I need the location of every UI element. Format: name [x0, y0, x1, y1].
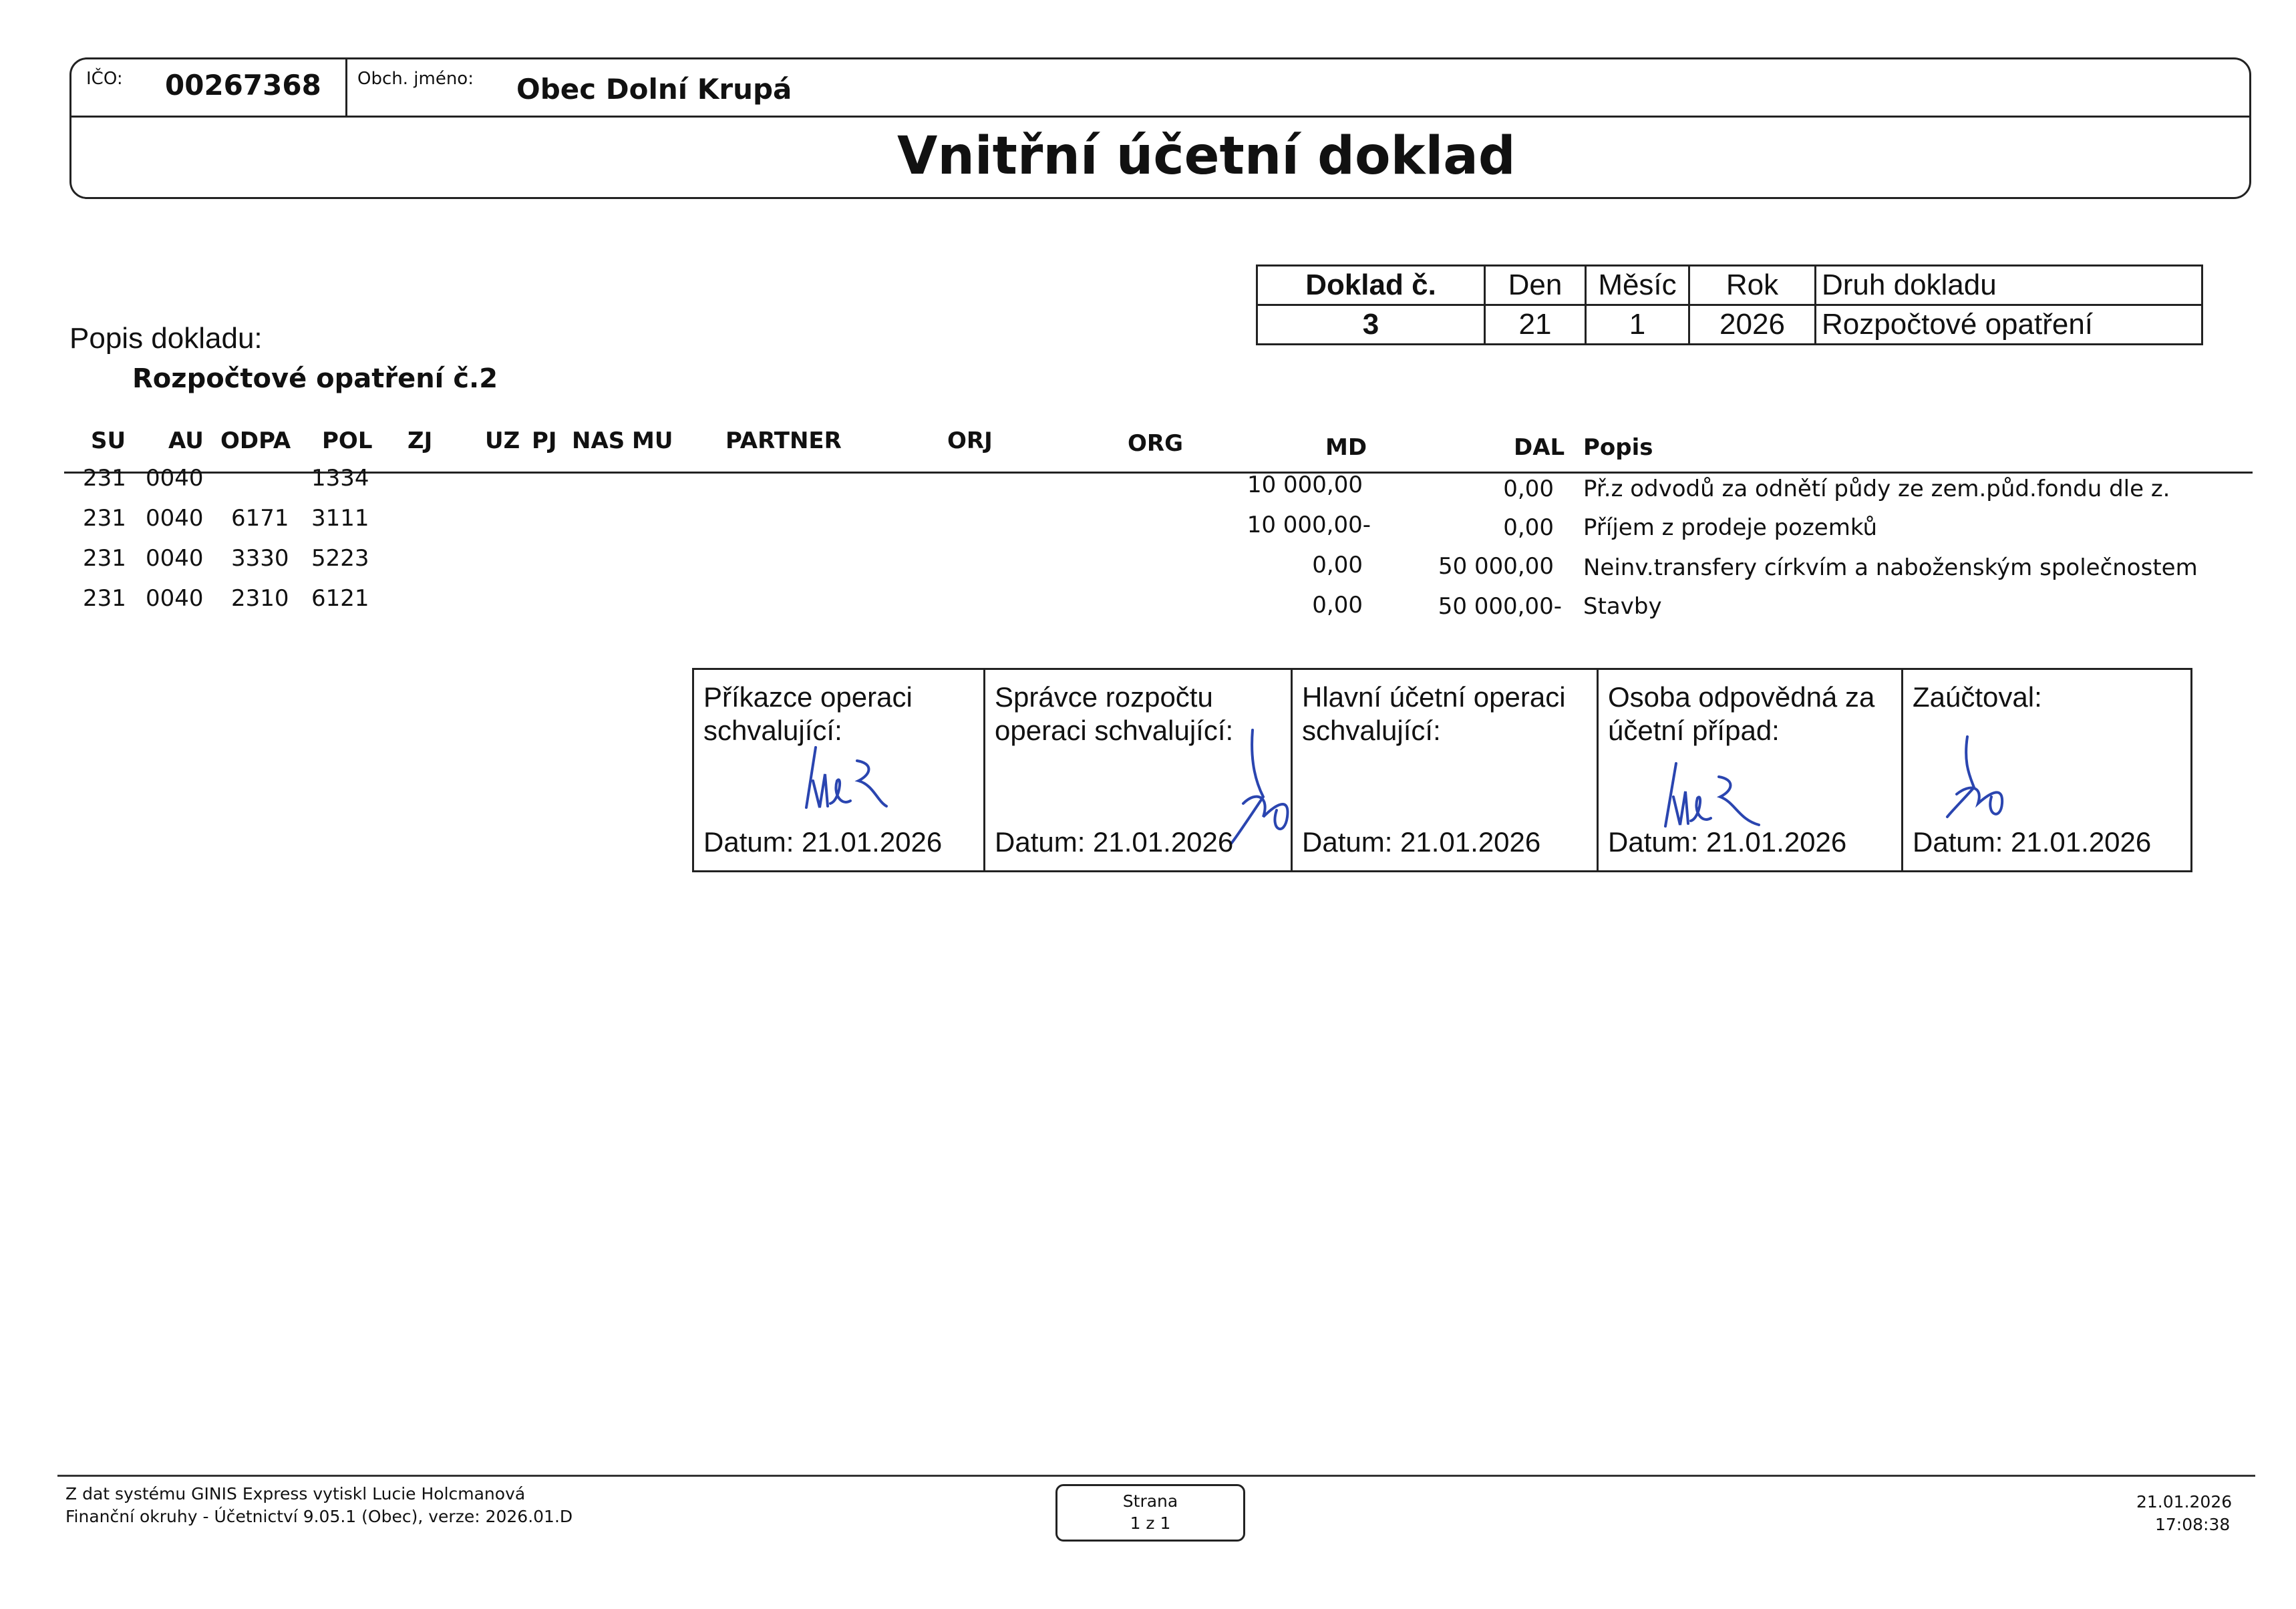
footer-rule	[57, 1475, 2255, 1477]
ico-value: 00267368	[165, 69, 321, 102]
signature-title-line1: Správce rozpočtu	[995, 681, 1213, 713]
signature-title-line1: Zaúčtoval:	[1913, 681, 2042, 713]
signature-title-line2: operaci schvalující:	[995, 715, 1234, 747]
signature-title	[1608, 681, 1874, 748]
cell-dal: 50 000,00-	[1438, 593, 1562, 620]
col-zj: ZJ	[407, 427, 433, 454]
cell-au: 0040	[146, 505, 204, 532]
cell-au: 0040	[146, 545, 204, 572]
cell-pol: 5223	[311, 545, 369, 572]
signature-date: Datum: 21.01.2026	[703, 826, 943, 858]
col-popis: Popis	[1583, 434, 1653, 461]
col-md: MD	[1325, 434, 1367, 461]
handwritten-signature-icon	[1223, 723, 1303, 850]
signature-title-line2: účetní případ:	[1608, 715, 1780, 747]
header-vertical-divider	[345, 59, 347, 116]
cell-odpa: 3330	[231, 545, 289, 572]
col-partner: PARTNER	[725, 427, 842, 454]
meta-doklad-header: Doklad č.	[1257, 266, 1485, 305]
cell-au: 0040	[146, 585, 204, 612]
signature-date: Datum: 21.01.2026	[1302, 826, 1541, 858]
cell-dal: 0,00	[1503, 476, 1554, 502]
footer-date: 21.01.2026	[2136, 1492, 2233, 1511]
col-org: ORG	[1128, 430, 1183, 457]
header-rule	[64, 472, 2253, 474]
document-title: Vnitřní účetní doklad	[897, 126, 1516, 186]
signature-date: Datum: 21.01.2026	[1913, 826, 2152, 858]
cell-dal: 50 000,00	[1438, 553, 1554, 580]
cell-su: 231	[83, 585, 126, 612]
signature-title-line1: Příkazce operaci	[703, 681, 913, 713]
signature-cell-spravce	[985, 670, 1293, 870]
col-au: AU	[168, 427, 204, 454]
header-box	[69, 57, 2251, 199]
footer-system-version: Finanční okruhy - Účetnictví 9.05.1 (Obec), verze: 2026.01.D	[65, 1507, 573, 1526]
signature-title-line2: schvalující:	[1302, 715, 1441, 747]
signature-cell-hlavni-ucetni	[1293, 670, 1599, 870]
signature-cell-prikazce	[694, 670, 985, 870]
cell-odpa: 6171	[231, 505, 289, 532]
cell-odpa: 2310	[231, 585, 289, 612]
col-orj: ORJ	[947, 427, 993, 454]
meta-value-row	[1257, 305, 2202, 345]
meta-den-header: Den	[1485, 266, 1586, 305]
meta-rok-value: 2026	[1689, 305, 1816, 345]
cell-popis: Stavby	[1583, 593, 1662, 620]
col-nas: NAS	[572, 427, 625, 454]
col-odpa: ODPA	[220, 427, 291, 454]
ico-label: IČO:	[86, 69, 123, 89]
name-value: Obec Dolní Krupá	[516, 73, 792, 106]
header-divider	[71, 116, 2249, 118]
signature-cell-zauctoval	[1903, 670, 2190, 870]
meta-header-row	[1257, 266, 2202, 305]
col-uz: UZ	[485, 427, 520, 454]
cell-md: 0,00	[1312, 592, 1363, 618]
meta-den-value: 21	[1485, 305, 1586, 345]
col-mu: MU	[632, 427, 673, 454]
cell-su: 231	[83, 465, 126, 492]
page-value: 1 z 1	[1130, 1513, 1171, 1533]
col-pol: POL	[322, 427, 373, 454]
meta-mesic-value: 1	[1586, 305, 1689, 345]
description-label: Popis dokladu:	[69, 322, 263, 355]
signature-title	[1302, 681, 1566, 748]
signature-table	[692, 668, 2192, 872]
signature-date: Datum: 21.01.2026	[995, 826, 1234, 858]
handwritten-signature-icon	[1652, 750, 1766, 837]
document-meta-table	[1256, 264, 2203, 345]
meta-druh-value: Rozpočtové opatření	[1816, 305, 2202, 345]
cell-md: 10 000,00-	[1247, 512, 1371, 538]
footer-printed-by: Z dat systému GINIS Express vytiskl Lucie Holcmanová	[65, 1484, 526, 1503]
col-su: SU	[91, 427, 126, 454]
cell-md: 10 000,00	[1247, 472, 1363, 498]
meta-rok-header: Rok	[1689, 266, 1816, 305]
meta-doklad-value: 3	[1257, 305, 1485, 345]
signature-date: Datum: 21.01.2026	[1608, 826, 1847, 858]
cell-pol: 6121	[311, 585, 369, 612]
meta-druh-header: Druh dokladu	[1816, 266, 2202, 305]
cell-dal: 0,00	[1503, 514, 1554, 541]
cell-su: 231	[83, 545, 126, 572]
col-pj: PJ	[532, 427, 557, 454]
cell-popis: Neinv.transfery církvím a naboženským společnostem	[1583, 554, 2198, 581]
cell-au: 0040	[146, 465, 204, 492]
footer-time: 17:08:38	[2155, 1515, 2231, 1534]
handwritten-signature-icon	[1937, 730, 2030, 824]
name-label: Obch. jméno:	[357, 69, 474, 89]
signature-title-line2: schvalující:	[703, 715, 842, 747]
cell-su: 231	[83, 505, 126, 532]
handwritten-signature-icon	[793, 734, 893, 821]
signature-title	[1913, 681, 2042, 714]
signature-title-line1: Hlavní účetní operaci	[1302, 681, 1566, 713]
col-dal: DAL	[1514, 434, 1565, 461]
signature-cell-osoba-odpovedna	[1599, 670, 1903, 870]
signature-title-line1: Osoba odpovědná za	[1608, 681, 1875, 713]
cell-md: 0,00	[1312, 552, 1363, 578]
cell-pol: 1334	[311, 465, 369, 492]
meta-mesic-header: Měsíc	[1586, 266, 1689, 305]
cell-pol: 3111	[311, 505, 369, 532]
page-number-box	[1055, 1484, 1245, 1542]
page-label: Strana	[1122, 1491, 1178, 1511]
signature-title	[995, 681, 1233, 748]
cell-popis: Příjem z prodeje pozemků	[1583, 514, 1878, 541]
cell-popis: Př.z odvodů za odnětí půdy ze zem.půd.fondu dle z.	[1583, 476, 2170, 502]
description-value: Rozpočtové opatření č.2	[132, 363, 498, 394]
